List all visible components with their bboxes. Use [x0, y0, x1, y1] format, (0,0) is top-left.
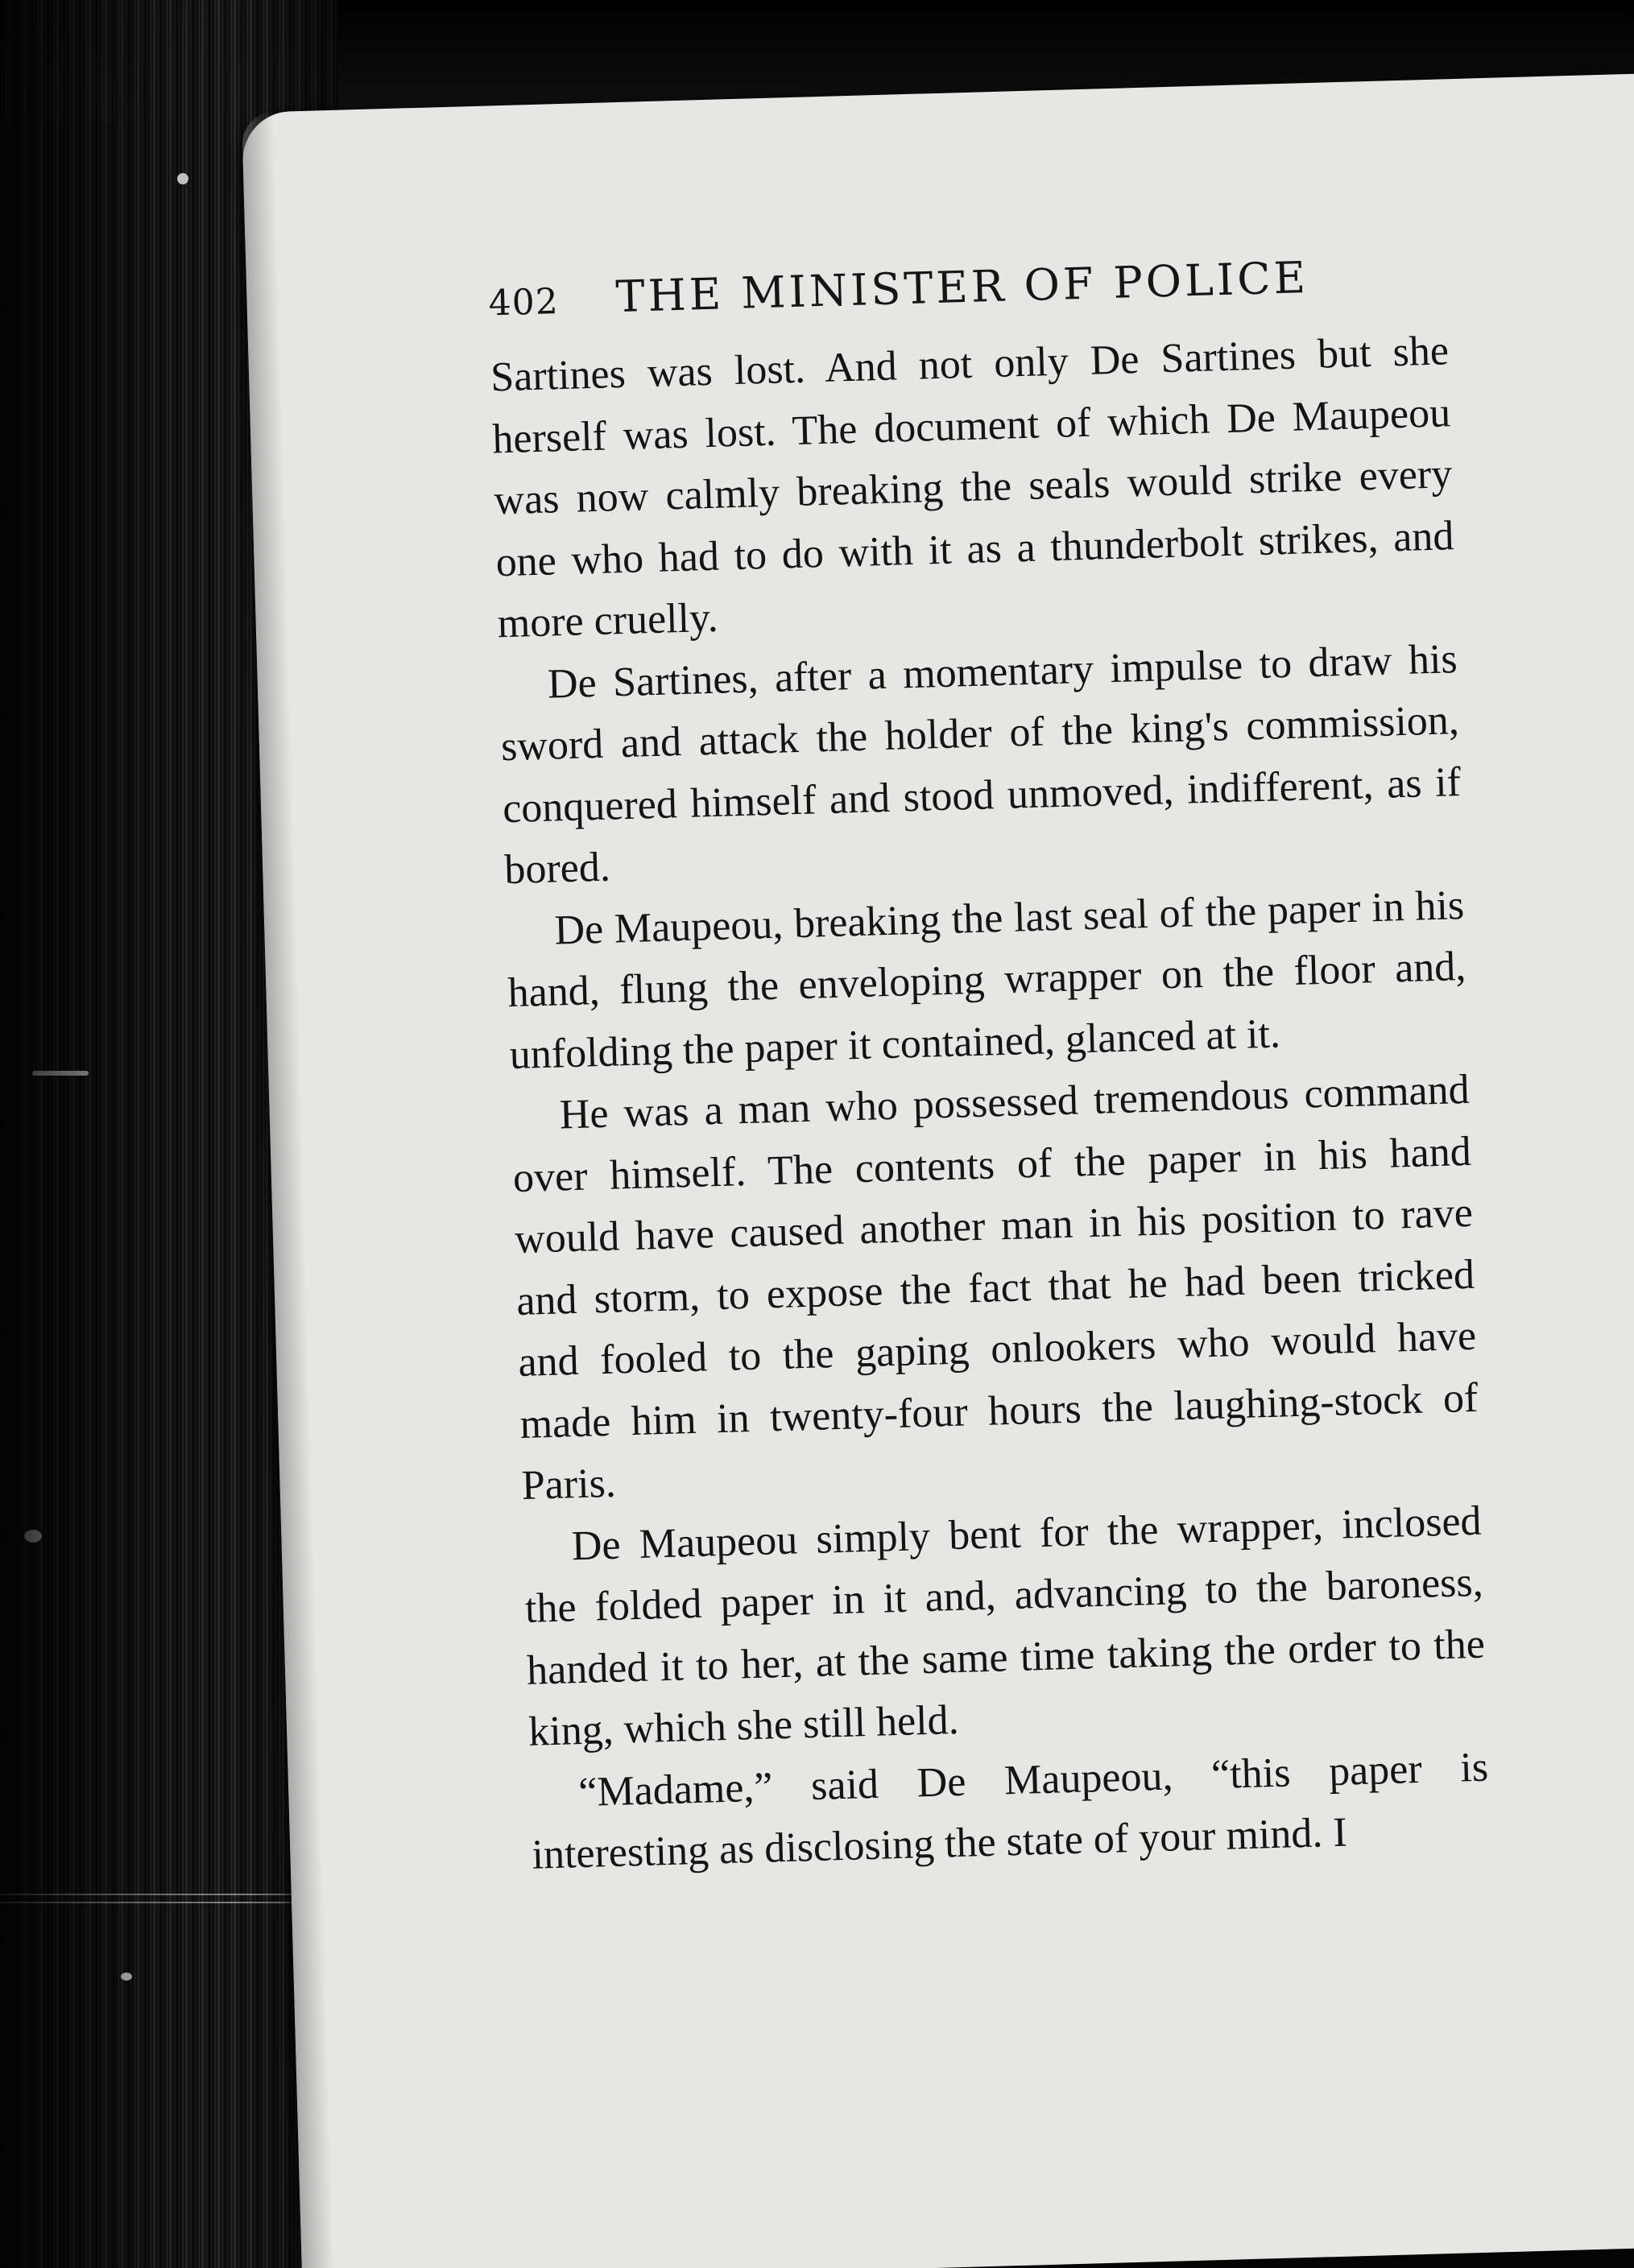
- speck: [32, 1071, 89, 1076]
- scan-artifact-line: [0, 1894, 338, 1895]
- page-number: 402: [488, 281, 560, 324]
- scan-artifact-line: [0, 1902, 338, 1903]
- speck: [121, 1973, 132, 1981]
- paragraph: “Madame,” said De Maupeou, “this paper is interesting as disclosing the state of your mind. I: [531, 1744, 1489, 1878]
- body-text: [490, 320, 1491, 1886]
- paragraph: De Sartines, after a momentary impulse to draw his sword and attack the holder of the king's commission, conquered himself and stood unmoved, indifferent, as if bored.: [500, 635, 1462, 894]
- speck: [24, 1530, 42, 1543]
- paragraph: Sartines was lost. And not only De Sartines but she herself was lost. The document of which De Maupeou was now calmly breaking the seals would strike every one who had to do with it as a thunderbolt strikes, and more cruelly.: [490, 328, 1455, 647]
- paragraph: De Maupeou, breaking the last seal of the paper in his hand, flung the enveloping wrapper on the floor and, unfolding the paper it contained, glanced at it.: [507, 882, 1466, 1078]
- paragraph: De Maupeou simply bent for the wrapper, inclosed the folded paper in it and, advancing to the baroness, handed it to her, at the same time taking the order to the king, which she still held.: [524, 1498, 1486, 1755]
- speck: [177, 173, 188, 184]
- paragraph: He was a man who possessed tremendous command over himself. The contents of the paper in his hand would have caused another man in his position to rave and storm, to expose the fact that he had been tricked and fooled to the gaping onlookers who would have made him in twenty-four hours the laughing-stock of Paris.: [512, 1066, 1479, 1509]
- running-head: [488, 250, 1375, 326]
- book-page: [242, 73, 1634, 2268]
- running-title: THE MINISTER OF POLICE: [614, 252, 1309, 323]
